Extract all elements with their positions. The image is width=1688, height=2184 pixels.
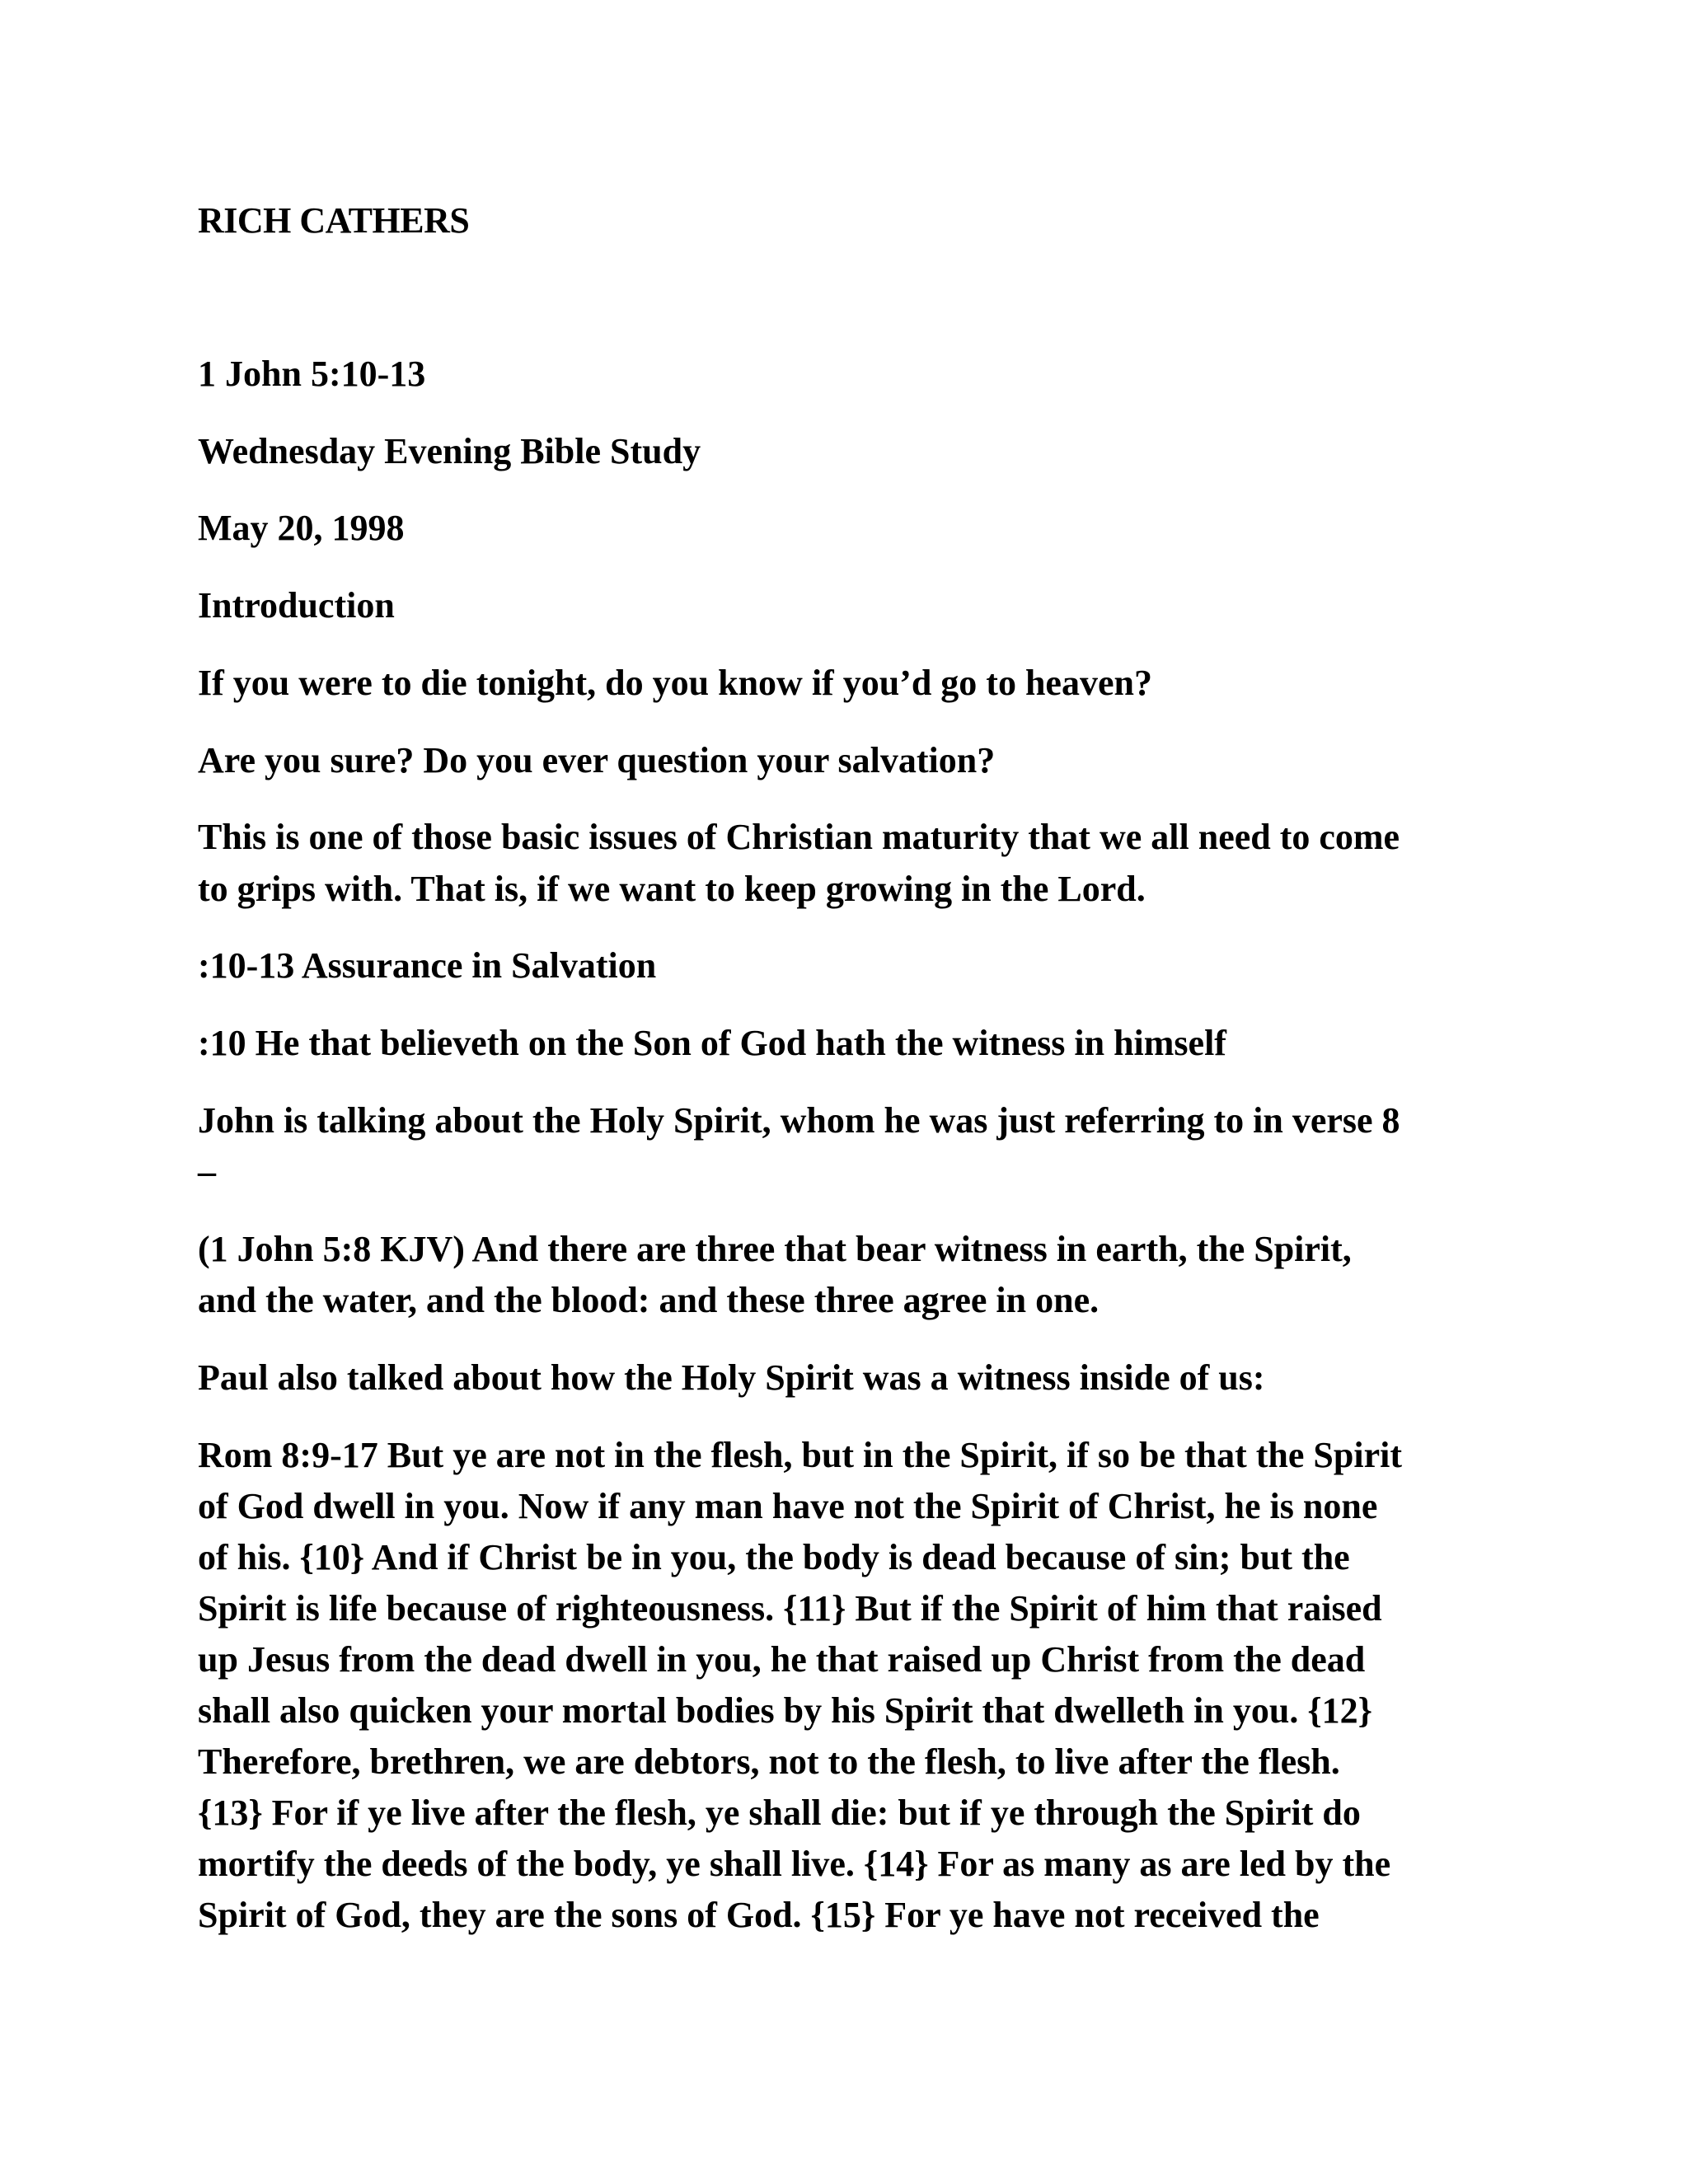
romans-line-2: of God dwell in you. Now if any man have not the Spirit of Christ, he is none <box>198 1486 1378 1526</box>
event-title: Wednesday Evening Bible Study <box>198 431 701 471</box>
romans-line-5: up Jesus from the dead dwell in you, he that raised up Christ from the dead <box>198 1639 1366 1680</box>
romans-line-7: Therefore, brethren, we are debtors, not to the flesh, to live after the flesh. <box>198 1741 1340 1782</box>
paragraph-john-line-1: John is talking about the Holy Spirit, whom he was just referring to in verse 8 <box>198 1100 1400 1141</box>
romans-line-3: of his. {10} And if Christ be in you, the body is dead because of sin; but the <box>198 1537 1350 1577</box>
section-heading: Introduction <box>198 585 395 626</box>
paragraph-question: If you were to die tonight, do you know if you’d go to heaven? <box>198 663 1152 703</box>
verse-10-heading: :10 He that believeth on the Son of God hath the witness in himself <box>198 1023 1226 1063</box>
paragraph-john-line-2: – <box>198 1151 216 1192</box>
romans-line-6: shall also quicken your mortal bodies by his Spirit that dwelleth in you. {12} <box>198 1690 1372 1731</box>
study-date: May 20, 1998 <box>198 508 405 548</box>
romans-line-9: mortify the deeds of the body, ye shall live. {14} For as many as are led by the <box>198 1844 1391 1884</box>
paragraph-maturity-line-1: This is one of those basic issues of Christian maturity that we all need to come <box>198 817 1400 857</box>
author-name: RICH CATHERS <box>198 200 470 241</box>
scripture-quote-line-2: and the water, and the blood: and these three agree in one. <box>198 1280 1100 1320</box>
romans-line-4: Spirit is life because of righteousness. {11} But if the Spirit of him that raised <box>198 1588 1382 1629</box>
romans-line-10: Spirit of God, they are the sons of God. {15} For ye have not received the <box>198 1895 1320 1935</box>
paragraph-maturity-line-2: to grips with. That is, if we want to keep growing in the Lord. <box>198 869 1146 909</box>
scripture-quote-line-1: (1 John 5:8 KJV) And there are three that bear witness in earth, the Spirit, <box>198 1229 1352 1269</box>
paragraph-sure: Are you sure? Do you ever question your salvation? <box>198 740 996 780</box>
romans-line-1: Rom 8:9-17 But ye are not in the flesh, but in the Spirit, if so be that the Spirit <box>198 1435 1402 1475</box>
subheading-assurance: :10-13 Assurance in Salvation <box>198 945 657 986</box>
paragraph-paul: Paul also talked about how the Holy Spirit was a witness inside of us: <box>198 1357 1265 1398</box>
passage-reference: 1 John 5:10-13 <box>198 354 426 394</box>
romans-line-8: {13} For if ye live after the flesh, ye shall die: but if ye through the Spirit do <box>198 1793 1361 1833</box>
